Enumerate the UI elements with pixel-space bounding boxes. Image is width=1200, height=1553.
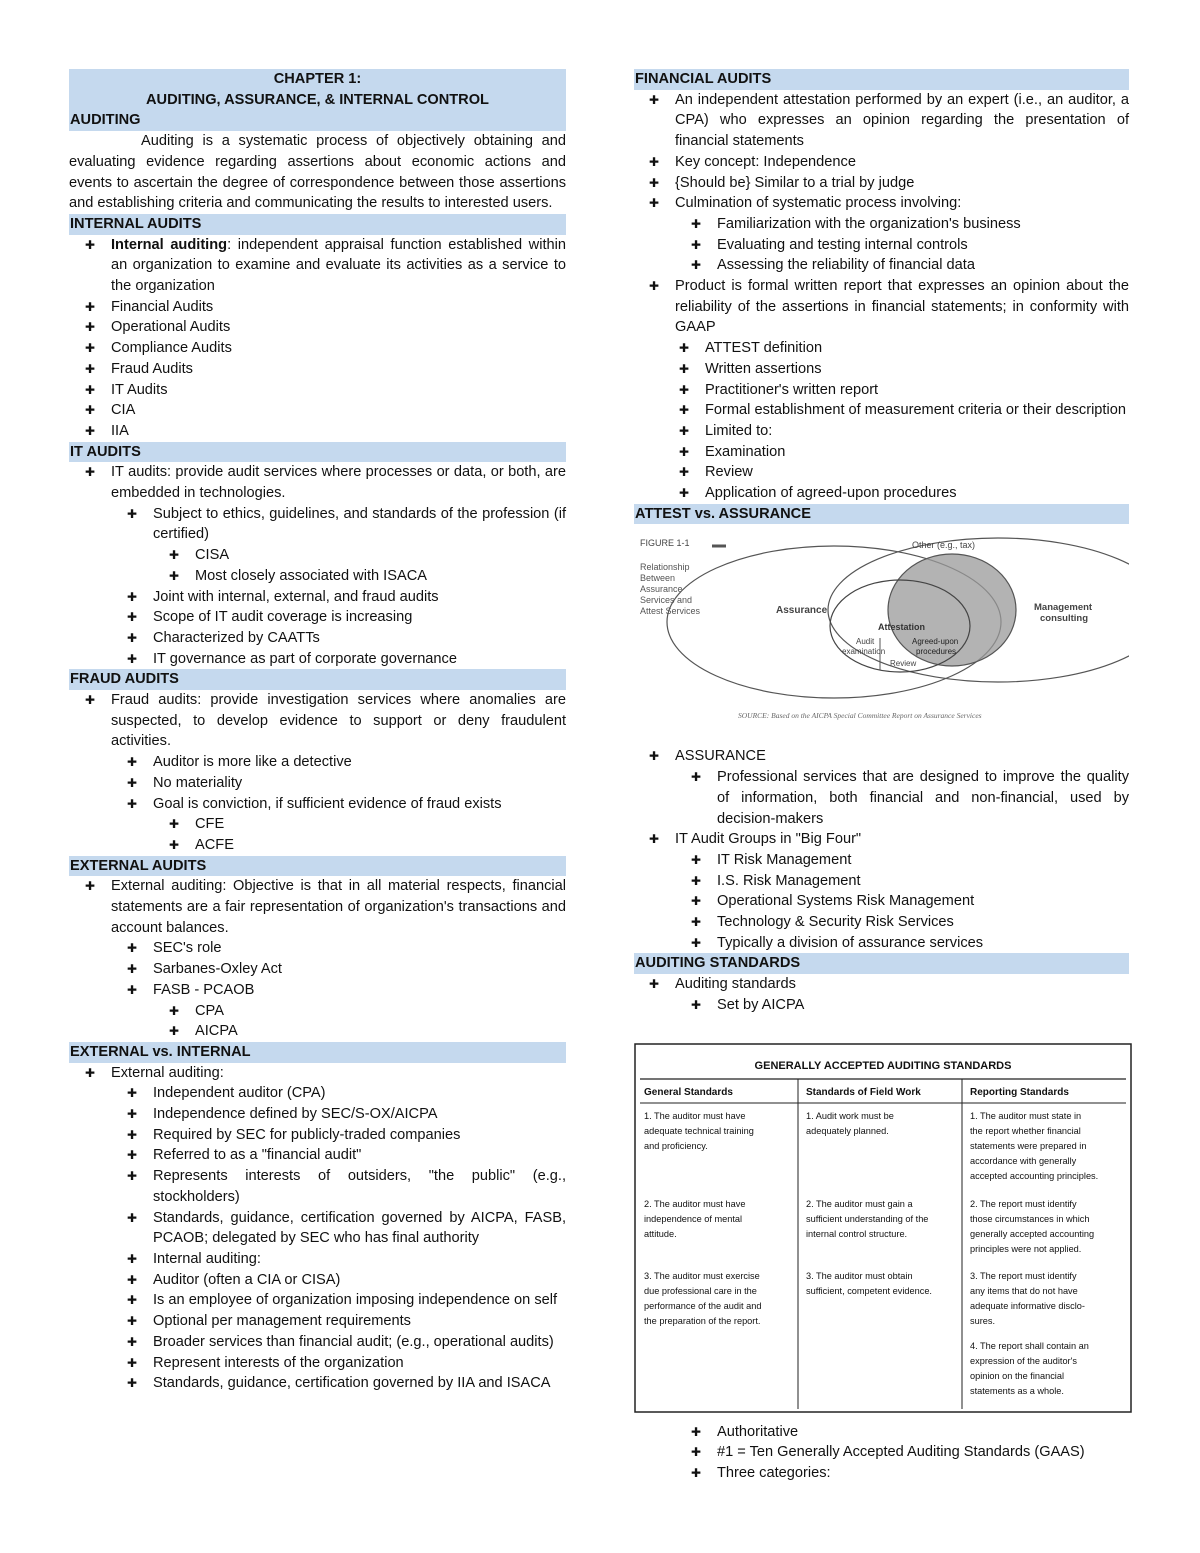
bullet-icon: ✚ xyxy=(84,403,96,418)
right-column xyxy=(634,69,1129,1484)
fraud-audits-list xyxy=(69,690,566,856)
list-item: ✚ {Should be} Similar to a trial by judge xyxy=(634,173,1129,194)
list-item: ✚ Subject to ethics, guidelines, and standards of the profession (if certified) ✚ CISA ✚ Most closely associated with ISACA xyxy=(111,504,566,587)
management-label: Management xyxy=(1034,602,1093,614)
assurance-venn-figure xyxy=(634,526,1129,740)
gaas-table xyxy=(634,1043,1132,1415)
list-item: ✚ Practitioner's written report xyxy=(675,380,1129,401)
gaas-cell-line: due professional care in the xyxy=(644,1285,757,1296)
examination-label: examination xyxy=(842,647,886,657)
assurance-list xyxy=(634,746,1129,953)
it-audits-list xyxy=(69,462,566,669)
list-item: ✚ Set by AICPA xyxy=(675,995,1129,1016)
bullet-icon: ✚ xyxy=(648,279,660,294)
attestation-label: Attestation xyxy=(878,622,925,633)
list-item: ✚ Review xyxy=(675,462,1129,483)
assurance-sublist xyxy=(675,767,1129,829)
bullet-icon: ✚ xyxy=(690,894,702,909)
figure-source: SOURCE: Based on the AICPA Special Committee Report on Assurance Services xyxy=(738,711,982,721)
list-item: ✚ Formal establishment of measurement criteria or their description xyxy=(675,400,1129,421)
gaas-cell-line: sufficient, competent evidence. xyxy=(806,1285,932,1296)
side-text-line: Relationship xyxy=(640,562,690,573)
list-item: ✚ Represents interests of outsiders, "the public" (e.g., stockholders) xyxy=(126,1168,566,1205)
it-cert-sublist xyxy=(153,545,566,586)
gaas-cell-line: accordance with generally xyxy=(970,1155,1077,1166)
internal-audits-header: INTERNAL AUDITS xyxy=(69,214,566,235)
gaas-cell-line: 1. Audit work must be xyxy=(806,1110,894,1121)
gaas-reporting-column xyxy=(970,1111,1098,1396)
fraud-sublist xyxy=(111,752,566,856)
bullet-icon: ✚ xyxy=(126,982,138,997)
gaas-notes-list xyxy=(634,1422,1129,1484)
list-item: ✚ Financial Audits xyxy=(69,297,566,318)
gaas-cell-line: generally accepted accounting xyxy=(970,1228,1095,1239)
bullet-icon: ✚ xyxy=(126,1086,138,1101)
external-vs-internal-sublist xyxy=(111,1083,566,1394)
gaas-cell-line: attitude. xyxy=(644,1228,677,1239)
gaas-cell-line: 3. The auditor must exercise xyxy=(644,1270,760,1281)
bullet-icon: ✚ xyxy=(648,175,660,190)
gaas-cell-line: 1. The auditor must state in xyxy=(970,1110,1082,1121)
list-item: ✚ Key concept: Independence xyxy=(634,152,1129,173)
list-item: ✚ IIA xyxy=(69,421,566,442)
list-item: ✚ CFE xyxy=(153,814,566,835)
fraud-audits-header: FRAUD AUDITS xyxy=(69,669,566,690)
fraud-cert-sublist xyxy=(153,814,566,855)
bullet-icon: ✚ xyxy=(168,568,180,583)
bullet-icon: ✚ xyxy=(690,237,702,252)
bullet-icon: ✚ xyxy=(678,486,690,501)
chapter-name: AUDITING, ASSURANCE, & INTERNAL CONTROL xyxy=(146,91,489,108)
list-item: ✚ Operational Systems Risk Management xyxy=(675,891,1129,912)
list-item: ✚ Auditor (often a CIA or CISA) xyxy=(111,1270,566,1291)
bullet-icon: ✚ xyxy=(690,258,702,273)
gaas-cell-line: sures. xyxy=(970,1315,996,1326)
venn-diagram xyxy=(634,526,1129,740)
list-item: ✚ No materiality xyxy=(111,773,566,794)
bullet-icon: ✚ xyxy=(126,589,138,604)
list-item: ✚ Auditing standards ✚ Set by AICPA xyxy=(634,974,1129,1015)
list-item: ✚ CIA xyxy=(69,400,566,421)
list-item: ✚ Familiarization with the organization's business xyxy=(675,214,1129,235)
bullet-icon: ✚ xyxy=(690,1465,702,1480)
external-audits-header: EXTERNAL AUDITS xyxy=(69,856,566,877)
bullet-icon: ✚ xyxy=(690,935,702,950)
bullet-icon: ✚ xyxy=(648,92,660,107)
gaas-cell-line: independence of mental xyxy=(644,1213,743,1224)
external-vs-internal-list xyxy=(69,1063,566,1394)
it-audits-header: IT AUDITS xyxy=(69,442,566,463)
bullet-icon: ✚ xyxy=(690,873,702,888)
list-item: ✚ Sarbanes-Oxley Act xyxy=(111,959,566,980)
list-item: ✚ Application of agreed-upon procedures xyxy=(675,483,1129,504)
bullet-icon: ✚ xyxy=(126,941,138,956)
list-item: ✚ Professional services that are designed to improve the quality of information, both financial and non-financial, used by decision-makers xyxy=(690,769,1129,827)
bullet-icon: ✚ xyxy=(126,1314,138,1329)
gaas-cell-line: adequate informative disclo- xyxy=(970,1300,1085,1311)
other-label: Other (e.g., tax) xyxy=(912,540,976,551)
auditing-header: AUDITING xyxy=(69,110,566,131)
list-item: ✚ Three categories: xyxy=(634,1463,1129,1484)
bullet-icon: ✚ xyxy=(690,852,702,867)
bullet-icon: ✚ xyxy=(126,506,138,521)
bullet-icon: ✚ xyxy=(690,216,702,231)
bullet-icon: ✚ xyxy=(126,775,138,790)
list-item: ✚ Auditor is more like a detective xyxy=(111,752,566,773)
gaas-cell-line: expression of the auditor's xyxy=(970,1355,1077,1366)
bullet-icon: ✚ xyxy=(126,1148,138,1163)
bullet-icon: ✚ xyxy=(648,977,660,992)
gaas-col-header: General Standards xyxy=(644,1086,733,1098)
gaas-cell-line: 3. The auditor must obtain xyxy=(806,1270,913,1281)
list-item: ✚ Operational Audits xyxy=(69,317,566,338)
list-item: ✚ ASSURANCE ✚ Professional services that are designed to improve the quality of information, both financial and non-financial, used by decision-makers xyxy=(634,746,1129,829)
list-item: ✚ Technology & Security Risk Services xyxy=(675,912,1129,933)
consulting-label: consulting xyxy=(1040,613,1089,625)
list-item: ✚ AICPA xyxy=(153,1021,566,1042)
bullet-icon: ✚ xyxy=(168,1003,180,1018)
list-item: ✚ Limited to: xyxy=(675,421,1129,442)
external-vs-internal-header: EXTERNAL vs. INTERNAL xyxy=(69,1042,566,1063)
bullet-icon: ✚ xyxy=(126,610,138,625)
bullet-icon: ✚ xyxy=(678,423,690,438)
list-item: ✚ IT Risk Management xyxy=(675,850,1129,871)
standards-sublist xyxy=(675,995,1129,1016)
gaas-cell-line: adequately planned. xyxy=(806,1125,889,1136)
culmination-sublist xyxy=(675,214,1129,276)
bullet-icon: ✚ xyxy=(648,749,660,764)
gaas-cell-line: statements were prepared in xyxy=(970,1140,1087,1151)
list-item: ✚ CPA xyxy=(153,1001,566,1022)
chapter-title xyxy=(69,69,566,110)
gaas-cell-line: 2. The auditor must gain a xyxy=(806,1198,913,1209)
external-sublist xyxy=(111,938,566,1042)
list-item: ✚ IT Audits xyxy=(69,380,566,401)
review-label: Review xyxy=(890,659,917,669)
bullet-icon: ✚ xyxy=(84,320,96,335)
bullet-icon: ✚ xyxy=(690,1424,702,1439)
procedures-label: procedures xyxy=(916,647,957,657)
list-item: ✚ ACFE xyxy=(153,835,566,856)
list-item: ✚ Independent auditor (CPA) xyxy=(111,1083,566,1104)
list-item: ✚ Typically a division of assurance services xyxy=(675,933,1129,954)
list-item: ✚ ATTEST definition xyxy=(675,338,1129,359)
side-text-line: Between xyxy=(640,573,676,584)
list-item: ✚ Optional per management requirements xyxy=(111,1311,566,1332)
bullet-icon: ✚ xyxy=(126,630,138,645)
bullet-icon: ✚ xyxy=(84,693,96,708)
bullet-icon: ✚ xyxy=(168,837,180,852)
list-item: ✚ Standards, guidance, certification governed by IIA and ISACA xyxy=(111,1373,566,1394)
bullet-icon: ✚ xyxy=(126,1127,138,1142)
gaas-cell-line: any items that do not have xyxy=(970,1285,1078,1296)
bullet-icon: ✚ xyxy=(126,1107,138,1122)
list-item: ✚ Is an employee of organization imposing independence on self xyxy=(111,1290,566,1311)
bullet-icon: ✚ xyxy=(168,548,180,563)
list-item: ✚ External auditing: ✚ Independent auditor (CPA) ✚ Independence defined by SEC/S-OX/AICPA ✚ Required by SEC for publicly-traded companies ✚ Referred to as a "financial audit" ✚ Represents interests of outsiders, "the public" (e.g., stockholders) ✚ Standards, guidance, certification governed by AICPA, FASB, PCAOB; delegated by SEC who has final authority ✚ Internal auditing: ✚ Auditor (often a CIA or CISA) ✚ Is an employee of organization imposing independence on self ✚ Optional per management requirements ✚ Broader services than financial audit; (e.g., operational audits) ✚ Represent interests of the organization ✚ Standards, guidance, certification governed by IIA and ISACA xyxy=(69,1063,566,1394)
external-cert-sublist xyxy=(153,1001,566,1042)
bullet-icon: ✚ xyxy=(126,1334,138,1349)
financial-audits-header: FINANCIAL AUDITS xyxy=(634,69,1129,90)
list-item: ✚ Broader services than financial audit; (e.g., operational audits) xyxy=(111,1332,566,1353)
list-item: ✚ Fraud Audits xyxy=(69,359,566,380)
list-item: ✚ I.S. Risk Management xyxy=(675,871,1129,892)
list-item: ✚ Culmination of systematic process involving: ✚ Familiarization with the organization's business ✚ Evaluating and testing internal controls ✚ Assessing the reliability of financial data xyxy=(634,193,1129,276)
bullet-icon: ✚ xyxy=(648,196,660,211)
bullet-icon: ✚ xyxy=(690,915,702,930)
bullet-icon: ✚ xyxy=(126,1169,138,1184)
bullet-icon: ✚ xyxy=(84,341,96,356)
bullet-icon: ✚ xyxy=(126,1210,138,1225)
attest-vs-assurance-header: ATTEST vs. ASSURANCE xyxy=(634,504,1129,525)
gaas-cell-line: opinion on the financial xyxy=(970,1370,1064,1381)
list-item: ✚ IT Audit Groups in "Big Four" ✚ IT Risk Management ✚ I.S. Risk Management ✚ Operational Systems Risk Management ✚ Technology & Security Risk Services ✚ Typically a division of assurance services xyxy=(634,829,1129,953)
gaas-cell-line: 3. The report must identify xyxy=(970,1270,1077,1281)
bullet-icon: ✚ xyxy=(648,154,660,169)
gaas-cell-line: principles were not applied. xyxy=(970,1243,1082,1254)
side-text-line: Services and xyxy=(640,595,693,606)
list-item: ✚ Joint with internal, external, and fraud audits xyxy=(111,587,566,608)
gaas-cell-line: 2. The report must identify xyxy=(970,1198,1077,1209)
auditing-standards-header: AUDITING STANDARDS xyxy=(634,953,1129,974)
bullet-icon: ✚ xyxy=(126,651,138,666)
agreed-upon-label: Agreed-upon xyxy=(912,637,959,647)
gaas-cell-line: internal control structure. xyxy=(806,1228,908,1239)
gaas-cell-line: and proficiency. xyxy=(644,1140,708,1151)
list-item: ✚ Authoritative xyxy=(634,1422,1129,1443)
list-item: ✚ #1 = Ten Generally Accepted Auditing Standards (GAAS) xyxy=(634,1442,1129,1463)
left-column xyxy=(69,69,566,1394)
gaas-cell-line: performance of the audit and xyxy=(644,1300,762,1311)
side-text-line: Attest Services xyxy=(640,606,701,617)
list-item: ✚ Most closely associated with ISACA xyxy=(153,566,566,587)
gaas-cell-line: the preparation of the report. xyxy=(644,1315,761,1326)
list-item: ✚ CISA xyxy=(153,545,566,566)
bullet-icon: ✚ xyxy=(678,341,690,356)
bullet-icon: ✚ xyxy=(84,382,96,397)
internal-audits-list xyxy=(69,235,566,442)
gaas-col-header: Reporting Standards xyxy=(970,1086,1069,1098)
bullet-icon: ✚ xyxy=(678,361,690,376)
chapter-number: CHAPTER 1: xyxy=(273,71,362,87)
gaas-cell-line: 1. The auditor must have xyxy=(644,1110,746,1121)
bullet-icon: ✚ xyxy=(84,361,96,376)
list-item: ✚ Standards, guidance, certification governed by AICPA, FASB, PCAOB; delegated by SEC who has final authority xyxy=(126,1209,566,1247)
gaas-title: GENERALLY ACCEPTED AUDITING STANDARDS xyxy=(754,1059,1012,1072)
gaas-cell-line: adequate technical training xyxy=(644,1125,754,1136)
gaas-col-header: Standards of Field Work xyxy=(806,1086,921,1098)
bullet-icon: ✚ xyxy=(84,237,96,252)
bullet-icon: ✚ xyxy=(126,1376,138,1391)
bullet-icon: ✚ xyxy=(126,1272,138,1287)
list-item: ✚ Written assertions xyxy=(675,359,1129,380)
auditing-definition: Auditing is a systematic process of objectively obtaining and evaluating evidence regarding assertions about economic actions and events to ascertain the degree of correspondence between those assertions and establishing criteria and communicating the results to interested users. xyxy=(69,133,566,212)
list-item: ✚ Examination xyxy=(675,442,1129,463)
bullet-icon: ✚ xyxy=(126,755,138,770)
bullet-icon: ✚ xyxy=(648,832,660,847)
bullet-icon: ✚ xyxy=(84,1065,96,1080)
bullet-icon: ✚ xyxy=(84,465,96,480)
list-item: ✚ Independence defined by SEC/S-OX/AICPA xyxy=(111,1104,566,1125)
list-item: ✚ Referred to as a "financial audit" xyxy=(111,1145,566,1166)
bullet-icon: ✚ xyxy=(678,382,690,397)
list-item: ✚ Represent interests of the organization xyxy=(111,1353,566,1374)
figure-caption: FIGURE 1-1 xyxy=(640,538,690,549)
bullet-icon: ✚ xyxy=(84,299,96,314)
gaas-general-column xyxy=(644,1111,761,1326)
gaas-cell-line: the report whether financial xyxy=(970,1125,1081,1136)
list-item: ✚ FASB - PCAOB ✚ CPA ✚ AICPA xyxy=(111,980,566,1042)
attest-sublist xyxy=(675,338,1129,504)
bullet-icon: ✚ xyxy=(168,817,180,832)
bullet-icon: ✚ xyxy=(126,796,138,811)
list-item: ✚ IT governance as part of corporate governance xyxy=(111,649,566,670)
gaas-cell-line: those circumstances in which xyxy=(970,1213,1090,1224)
gaas-cell-line: accepted accounting principles. xyxy=(970,1170,1099,1181)
list-item: ✚ Scope of IT audit coverage is increasing xyxy=(111,607,566,628)
bullet-icon: ✚ xyxy=(690,1445,702,1460)
bullet-icon: ✚ xyxy=(678,403,690,418)
gaas-cell-line: 4. The report shall contain an xyxy=(970,1340,1089,1351)
gaas-field-column xyxy=(806,1111,932,1296)
bullet-icon: ✚ xyxy=(126,1355,138,1370)
side-text-line: Assurance xyxy=(640,584,683,595)
gaas-table-figure xyxy=(634,1043,1132,1415)
list-item: ✚ Product is formal written report that expresses an opinion about the reliability of the assertions in financial statements; in conformity with GAAP ✚ ATTEST definition ✚ Written assertions ✚ Practitioner's written report ✚ Formal establishment of measurement criteria or their description ✚ Limited to: ✚ Examination ✚ Review ✚ Application of agreed-upon procedures xyxy=(634,276,1129,504)
list-item: ✚ Goal is conviction, if sufficient evidence of fraud exists ✚ CFE ✚ ACFE xyxy=(111,794,566,856)
bullet-icon: ✚ xyxy=(678,465,690,480)
list-item: ✚ Characterized by CAATTs xyxy=(111,628,566,649)
gaas-cell-line: 2. The auditor must have xyxy=(644,1198,746,1209)
assurance-label: Assurance xyxy=(776,605,828,617)
financial-audits-list xyxy=(634,90,1129,504)
list-item: ✚ External auditing: Objective is that in all material respects, financial statements are a fair representation of organization's transactions and account balances. ✚ SEC's role ✚ Sarbanes-Oxley Act ✚ FASB - PCAOB ✚ CPA ✚ AICPA xyxy=(69,876,566,1042)
bullet-icon: ✚ xyxy=(126,962,138,977)
bullet-icon: ✚ xyxy=(84,879,96,894)
bullet-icon: ✚ xyxy=(126,1251,138,1266)
list-item: ✚ Required by SEC for publicly-traded companies xyxy=(111,1125,566,1146)
bullet-icon: ✚ xyxy=(168,1024,180,1039)
bullet-icon: ✚ xyxy=(690,770,702,785)
bullet-icon: ✚ xyxy=(126,1293,138,1308)
list-item: ✚ Internal auditing: xyxy=(111,1249,566,1270)
external-audits-list xyxy=(69,876,566,1042)
list-item: ✚ An independent attestation performed by an expert (i.e., an auditor, a CPA) who expresses an opinion regarding the presentation of financial statements xyxy=(648,91,1129,150)
gaas-cell-line: statements as a whole. xyxy=(970,1385,1064,1396)
bullet-icon: ✚ xyxy=(84,423,96,438)
audit-label: Audit xyxy=(856,637,875,647)
gaas-cell-line: sufficient understanding of the xyxy=(806,1213,929,1224)
auditing-standards-list xyxy=(634,974,1129,1015)
bigfour-sublist xyxy=(675,850,1129,954)
list-item: ✚ Fraud audits: provide investigation services where anomalies are suspected, to develop evidence to support or deny fraudulent activities. ✚ Auditor is more like a detective ✚ No materiality ✚ Goal is conviction, if sufficient evidence of fraud exists ✚ CFE ✚ ACFE xyxy=(69,690,566,856)
it-audits-sublist xyxy=(111,504,566,670)
list-item: ✚ IT audits: provide audit services where processes or data, or both, are embedded in technologies. ✚ Subject to ethics, guidelines, and standards of the profession (if certified) ✚ CISA ✚ Most closely associated with ISACA ✚ Joint with internal, external, and fraud audits ✚ Scope of IT audit coverage is increasing ✚ Characterized by CAATTs ✚ IT governance as part of corporate governance xyxy=(69,462,566,669)
bullet-icon: ✚ xyxy=(690,997,702,1012)
bullet-icon: ✚ xyxy=(678,444,690,459)
list-item: ✚ Internal auditing: independent appraisal function established within an organization to examine and evaluate its activities as a service to the organization xyxy=(84,236,566,294)
list-item: ✚ SEC's role xyxy=(111,938,566,959)
list-item: ✚ Assessing the reliability of financial data xyxy=(675,255,1129,276)
list-item: ✚ Compliance Audits xyxy=(69,338,566,359)
list-item: ✚ Evaluating and testing internal controls xyxy=(675,235,1129,256)
